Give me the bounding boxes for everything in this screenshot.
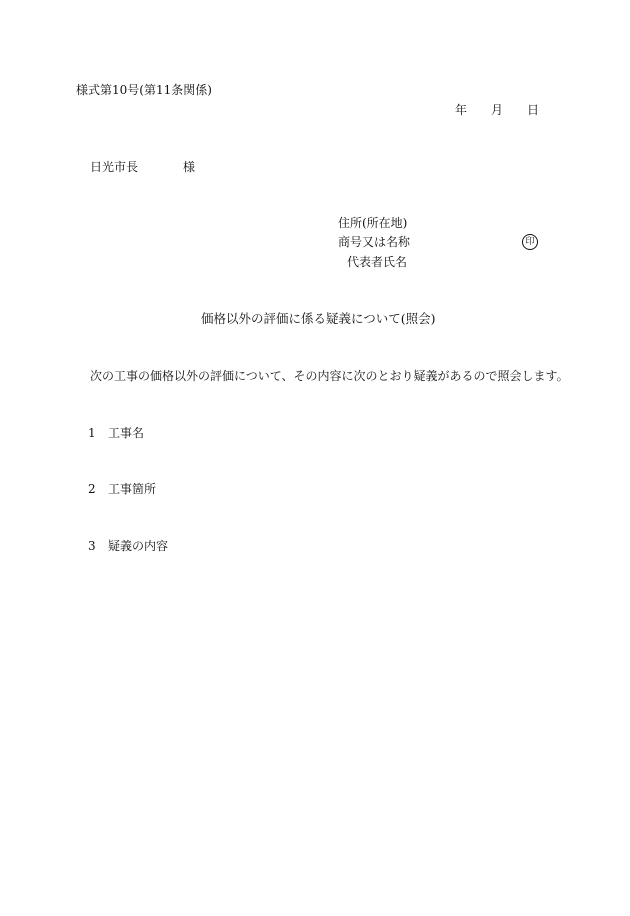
applicant-company-label: 商号又は名称 <box>338 235 411 249</box>
body-text: 次の工事の価格以外の評価について、その内容に次のとおり疑義があるので照会します。 <box>90 369 569 383</box>
date-day-label: 日 <box>527 103 540 117</box>
addressee-name: 日光市長 <box>90 160 139 174</box>
list-item <box>88 427 144 439</box>
seal-mark: 印 <box>522 234 538 250</box>
date-year-label: 年 <box>455 103 468 117</box>
item-label: 工事名 <box>108 426 145 440</box>
date-month-label: 月 <box>491 103 504 117</box>
item-label: 工事箇所 <box>108 482 157 496</box>
applicant-address-label: 住所(所在地) <box>338 216 408 230</box>
applicant-representative-label: 代表者氏名 <box>347 255 408 269</box>
addressee-honorific: 様 <box>183 160 196 174</box>
item-number: 3 <box>88 539 96 553</box>
item-number: 1 <box>88 426 96 440</box>
item-number: 2 <box>88 482 96 496</box>
list-item <box>88 540 168 552</box>
list-item <box>88 483 156 495</box>
document-title: 価格以外の評価に係る疑義について(照会) <box>201 311 436 326</box>
form-number: 様式第10号(第11条関係) <box>76 83 212 97</box>
item-label: 疑義の内容 <box>108 539 169 553</box>
